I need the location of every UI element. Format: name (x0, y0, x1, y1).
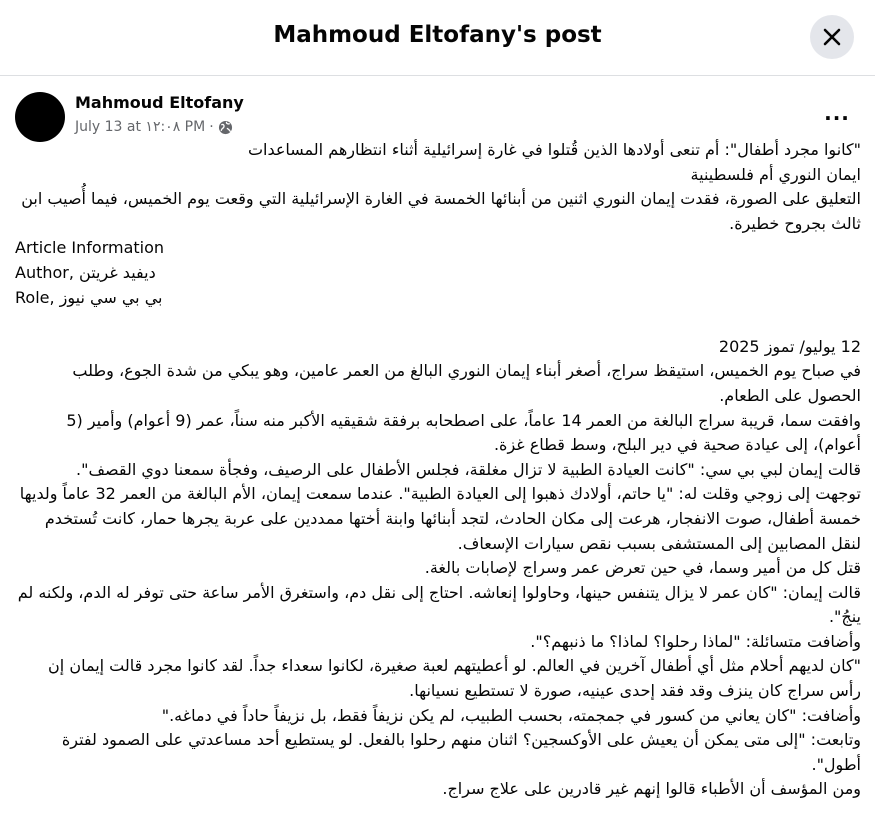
post-body (12, 138, 861, 802)
post-paragraph: وتابعت: "إلى متى يمكن أن يعيش على الأوكسجين؟ اثنان منهم رحلوا بالفعل. لو يستطيع أحد مساعدتي على الصمود لفترة أطول". (56, 730, 861, 774)
post-paragraph: ومن المؤسف أن الأطباء قالوا إنهم غير قادرين على علاج سراج. (442, 779, 861, 799)
dialog-title: Mahmoud Eltofany's post (273, 22, 602, 48)
author-name[interactable]: Mahmoud Eltofany (75, 93, 244, 112)
post-paragraph: Role, بي بي سي نيوز (15, 287, 163, 307)
avatar[interactable] (15, 92, 65, 142)
post-timestamp[interactable]: July 13 at ١٢:٠٨ PM (75, 119, 206, 135)
post-paragraph: وأضافت: "كان يعاني من كسور في جمجمته، بحسب الطبيب، لم يكن نزيفاً فقط، بل نزيفاً حاداً في دماغه." (161, 705, 861, 725)
post-meta (75, 119, 233, 135)
post-paragraph: 12 يوليو/ تموز 2025 (718, 336, 861, 356)
meta-separator: · (209, 119, 214, 135)
post-paragraph: Article Information (15, 238, 165, 258)
post-paragraph: قالت إيمان لبي بي سي: "كانت العيادة الطبية لا تزال مغلقة، فجلس الأطفال على الرصيف، وفجأة سمعنا دوي القصف". (76, 459, 861, 479)
post-paragraph: ايمان النوري أم فلسطينية (690, 164, 861, 184)
post-dialog-header (0, 0, 875, 76)
post-paragraph: التعليق على الصورة، فقدت إيمان النوري اثنين من أبنائها الخمسة في الغارة الإسرائيلية التي وقعت يوم الخميس، فيما أُصيب ابن ثالث بجروح خطيرة. (16, 189, 861, 233)
post-paragraph: "كانوا مجرد أطفال": أم تنعى أولادها الذين قُتلوا في غارة إسرائيلية أثناء انتظارهم المساعدات (247, 140, 861, 159)
post-paragraph: Author, ديفيد غريتن (15, 262, 156, 282)
more-options-button[interactable]: ... (824, 101, 850, 125)
post-paragraph: قالت إيمان: "كان عمر لا يزال يتنفس حينها، وحاولوا إنعاشه. احتاج إلى نقل دم، واستغرق الأمر ساعة حتى توفر له الدم، ولكنه لم ينجُ". (12, 582, 861, 627)
post-paragraph: "كان لديهم أحلام مثل أي أطفال آخرين في العالم. لو أعطيتهم لعبة صغيرة، لكانوا سعداء جداً. لقد كانوا مجرد قالت إيمان إن رأس سراج كان ينزف وقد فقد إحدى عينيه، صورة لا تستطيع نسيانها. (42, 656, 861, 701)
post-paragraph (15, 310, 861, 335)
post-paragraph: وأضافت متسائلة: "لماذا رحلوا؟ لماذا؟ ما ذنبهم؟". (530, 631, 861, 651)
post-paragraph: في صباح يوم الخميس، استيقظ سراج، أصغر أبناء إيمان النوري البالغ من العمر عامين، وهو يبكي من شدة الجوع، وطلب الحصول على الطعام. (67, 361, 861, 405)
post-paragraph: وافقت سما، قريبة سراج البالغة من العمر 14 عاماً، على اصطحابه برفقة شقيقيه الأكبر منه سناً، عمر (9 أعوام) وأمير (5 أعوام)، إلى عيادة صحية في دير البلح، وسط قطاع غزة. (61, 410, 861, 455)
globe-icon (218, 120, 233, 135)
close-button[interactable] (810, 15, 854, 59)
post-paragraph: توجهت إلى زوجي وقلت له: "يا حاتم، أولادك ذهبوا إلى العيادة الطبية". عندما سمعت إيمان، الأم البالغة من العمر 32 عاماً ولديها خمسة أطفال، صوت الانفجار، هرعت إلى مكان الحادث، لتجد أبنائها وابنة أختها ممددين على عربة يجرها حمار، كانت تُستخدم لنقل المصابين إلى المستشفى بسبب نقص سيارات الإسعاف. (14, 484, 861, 553)
close-icon (822, 27, 842, 47)
post-paragraph: قتل كل من أمير وسما، في حين تعرض عمر وسراج لإصابات بالغة. (424, 558, 861, 578)
